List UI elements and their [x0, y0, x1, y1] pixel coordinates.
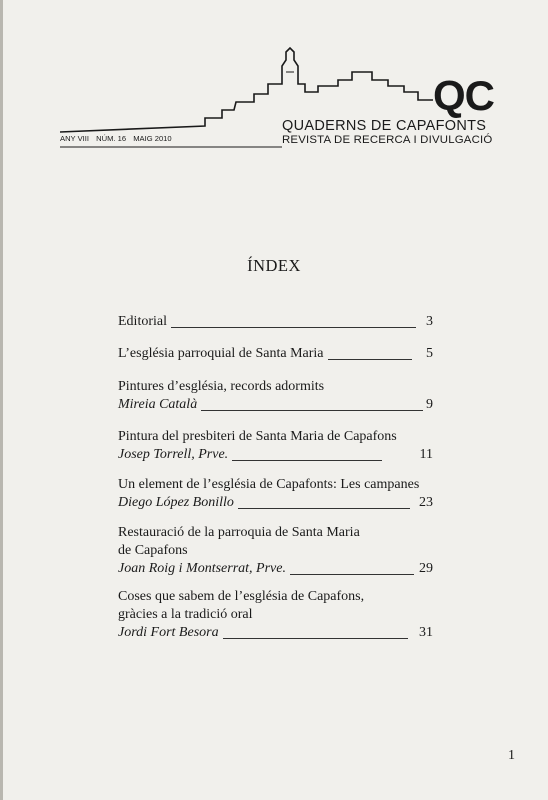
entry-title-line-1: Restauració de la parroquia de Santa Maria — [118, 525, 360, 540]
dot-leader — [290, 574, 414, 575]
magazine-subtitle: REVISTA DE RECERCA I DIVULGACIÓ — [282, 134, 493, 146]
entry-author: Jordi Fort Besora — [118, 625, 219, 640]
entry-title: Editorial — [118, 314, 167, 329]
dot-leader — [223, 638, 408, 639]
entry-title: L’església parroquial de Santa Maria — [118, 346, 324, 361]
magazine-title: QUADERNS DE CAPAFONTS — [282, 118, 487, 134]
index-entry-editorial[interactable] — [118, 313, 433, 331]
entry-author: Diego López Bonillo — [118, 495, 234, 510]
entry-page-number: 3 — [426, 314, 433, 329]
entry-page-number: 9 — [426, 397, 433, 412]
entry-title-line-1: Coses que sabem de l’església de Capafons, — [118, 589, 365, 604]
dot-leader — [232, 460, 382, 461]
issue-info — [60, 134, 177, 143]
entry-title-line-2: de Capafons — [118, 543, 188, 558]
issue-number: NÚM. 16 — [96, 134, 127, 143]
index-entry-pintura-presbiteri[interactable] — [118, 428, 433, 464]
entry-page-number: 29 — [419, 561, 433, 576]
entry-page-number: 31 — [419, 625, 433, 640]
entry-author: Josep Torrell, Prve. — [118, 447, 229, 462]
issue-year: ANY VIII — [60, 134, 89, 143]
index-entry-restauracio[interactable] — [118, 524, 433, 578]
page-number: 1 — [508, 748, 515, 763]
dot-leader — [171, 327, 416, 328]
dot-leader — [201, 410, 423, 411]
entry-title: Pintures d’església, records adormits — [118, 379, 325, 394]
entry-page-number: 5 — [426, 346, 433, 361]
index-heading: ÍNDEX — [247, 256, 301, 275]
index-entry-campanes[interactable] — [118, 476, 433, 512]
dot-leader — [328, 359, 412, 360]
entry-page-number: 23 — [419, 495, 433, 510]
index-entry-coses-tradicio-oral[interactable] — [118, 588, 433, 642]
index-entry-pintures-esglesia[interactable] — [118, 378, 433, 414]
entry-title: Pintura del presbiteri de Santa Maria de Capafons — [118, 429, 397, 444]
issue-date: MAIG 2010 — [133, 134, 172, 143]
dot-leader — [238, 508, 410, 509]
entry-title: Un element de l’església de Capafonts: Les campanes — [118, 477, 420, 492]
entry-page-number: 11 — [419, 447, 433, 462]
entry-title-line-2: gràcies a la tradició oral — [118, 607, 253, 622]
logo-qc: QC — [433, 72, 494, 119]
entry-author: Mireia Català — [118, 397, 198, 412]
entry-author: Joan Roig i Montserrat, Prve. — [118, 561, 286, 576]
index-entry-esglesia-parroquial[interactable] — [118, 345, 433, 363]
